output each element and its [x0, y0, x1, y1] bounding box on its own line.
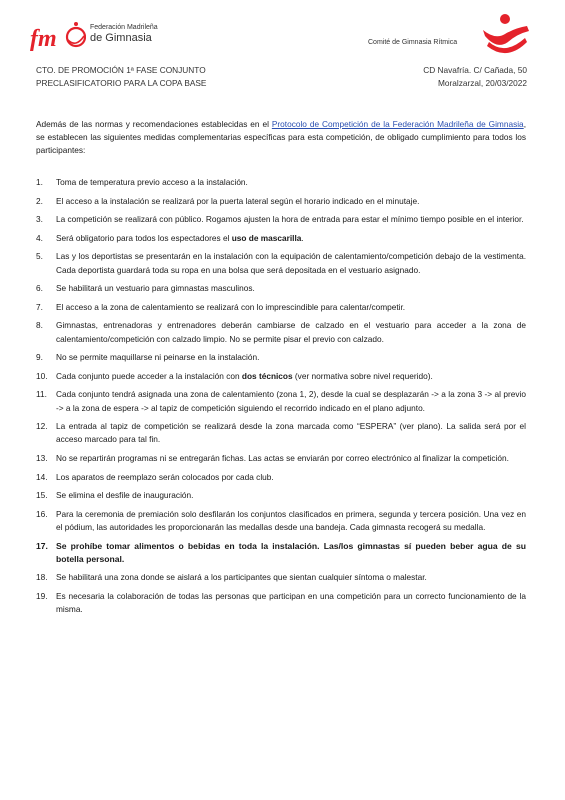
rule-text: Se habilitará una zona donde se aislará a los participantes que sientan cualquier síntoma o malestar. [56, 572, 427, 583]
protocol-link[interactable]: Protocolo de Competición de la Federación Madrileña de Gimnasia [271, 119, 524, 129]
rule-text-pre: Será obligatorio para todos los espectadores el [56, 232, 232, 243]
rule-item [36, 508, 526, 534]
rule-number: 14. [36, 471, 48, 482]
rule-item [36, 420, 526, 446]
rule-text: El acceso a la zona de calentamiento se realizará con lo imprescindible para calentar/competir. [56, 301, 406, 312]
rule-text-post: (ver normativa sobre nivel requerido). [292, 370, 433, 381]
rule-number: 10. [36, 370, 48, 381]
rule-text: Se habilitará un vestuario para gimnastas masculinos. [56, 283, 255, 294]
rule-number: 6. [36, 283, 43, 294]
rule-text [56, 371, 433, 381]
rule-text: Es necesaria la colaboración de todas las personas que participan en una competición para un correcto funcionamiento de la misma. [56, 590, 526, 615]
rule-number: 3. [36, 214, 43, 225]
rule-item [36, 571, 526, 584]
rule-text: Se prohíbe tomar alimentos o bebidas en toda la instalación. Las/los gimnastas sí pueden beber agua de su botella personal. [56, 540, 526, 564]
rule-number: 4. [36, 232, 43, 243]
rule-item [36, 388, 526, 414]
intro-text-after: , se establecen las siguientes medidas complementarias específicas para esta competición, de obligado cumplimiento para todos los participantes: [36, 119, 526, 156]
rule-number: 17. [36, 540, 48, 551]
rule-text: Las y los deportistas se presentarán en la instalación con la equipación de calentamiento/competición debajo de la vestimenta. Cada deportista guardará toda su ropa en una bolsa que será depositada en el vestuario asignado. [56, 251, 526, 275]
fmg-logo-mark [28, 18, 86, 56]
rule-item [36, 301, 526, 314]
rule-text: La competición se realizará con público. Rogamos ajusten la hora de entrada para estar el mínimo tiempo posible en el interior. [56, 214, 524, 225]
rule-text: Los aparatos de reemplazo serán colocados por cada club. [56, 471, 274, 482]
rule-text: No se permite maquillarse ni peinarse en la instalación. [56, 352, 260, 363]
rule-item [36, 452, 526, 465]
rule-number: 5. [36, 251, 43, 262]
rule-item [36, 232, 526, 245]
svg-text:fm: fm [30, 26, 57, 52]
rule-item [36, 370, 526, 383]
rule-text-post: . [301, 232, 304, 243]
rule-number: 2. [36, 195, 43, 206]
rule-text: Gimnastas, entrenadoras y entrenadores deberán cambiarse de calzado en el vestuario para acceder a la zona de calentamiento/competición con calzado limpio. No se permite pisar el previo con calzado. [56, 320, 526, 344]
federation-name-line2: de Gimnasia [90, 32, 152, 44]
rule-item [36, 195, 526, 208]
rule-number: 18. [36, 572, 48, 583]
committee-name: Comité de Gimnasia Rítmica [368, 39, 458, 46]
rule-text: El acceso a la instalación se realizará por la puerta lateral según el horario indicado en el minutaje. [56, 195, 420, 206]
event-title-line2: PRECLASIFICATORIO PARA LA COPA BASE [36, 78, 207, 88]
rule-number: 19. [36, 590, 48, 601]
rule-text: La entrada al tapiz de competición se realizará desde la zona marcada como “ESPERA” (ver plano). La salida será por el acceso marcado para tal fin. [56, 421, 526, 445]
rule-number: 11. [36, 389, 47, 400]
rule-item [36, 282, 526, 295]
federation-name [90, 24, 158, 45]
rule-item [36, 489, 526, 502]
rule-number: 13. [36, 452, 48, 463]
rule-text: Toma de temperatura previo acceso a la instalación. [56, 177, 248, 187]
rule-number: 1. [36, 177, 43, 187]
rule-item [36, 319, 526, 345]
event-title [36, 64, 206, 90]
federation-name-line1: Federación Madrileña [90, 24, 158, 31]
rule-item [36, 176, 526, 189]
rule-number: 7. [36, 301, 43, 312]
intro-text-before: Además de las normas y recomendaciones establecidas en el [36, 119, 272, 129]
rule-text-pre: Cada conjunto puede acceder a la instalación con [56, 370, 242, 381]
venue-address: CD Navafría. C/ Cañada, 50 [423, 65, 527, 75]
rule-item [36, 351, 526, 364]
rule-text: Se elimina el desfile de inauguración. [56, 490, 194, 501]
rule-item [36, 590, 526, 616]
rule-text: Para la ceremonia de premiación solo desfilarán los conjuntos clasificados en primera, segunda y tercera posición. Una vez en el pódium, las autoridades les proporcionarán las medallas desde una bandeja. Cada gimnasta recogerá su medalla. [56, 508, 526, 532]
rule-item [36, 250, 526, 276]
gymnast-logo [475, 12, 535, 56]
rule-text [56, 233, 304, 243]
rule-item [36, 471, 526, 484]
rule-text-bold: dos técnicos [241, 370, 293, 381]
rule-item [36, 213, 526, 226]
event-date: Moralzarzal, 20/03/2022 [437, 78, 527, 88]
rule-text: No se repartirán programas ni se entregarán fichas. Las actas se enviarán por correo electrónico al finalizar la competición. [56, 452, 509, 463]
rule-number: 15. [36, 490, 48, 501]
rules-list [36, 176, 526, 622]
fmg-logo [28, 18, 168, 56]
rule-text: Cada conjunto tendrá asignada una zona de calentamiento (zona 1, 2), desde la cual se desplazarán -> a la zona 3 -> al previo -> a la zona de espera -> al tapiz de competición siguiendo el recorrido indicado en el plano adjunto. [56, 389, 526, 413]
rule-number: 8. [36, 320, 43, 331]
rule-item [36, 540, 526, 566]
venue-date [423, 64, 527, 90]
rule-number: 16. [36, 508, 48, 519]
event-title-line1: CTO. DE PROMOCIÓN 1ª FASE CONJUNTO [36, 65, 206, 75]
rule-number: 12. [36, 421, 48, 432]
intro-paragraph [36, 118, 526, 158]
rule-number: 9. [36, 352, 43, 363]
rule-text-bold: uso de mascarilla [231, 232, 302, 243]
